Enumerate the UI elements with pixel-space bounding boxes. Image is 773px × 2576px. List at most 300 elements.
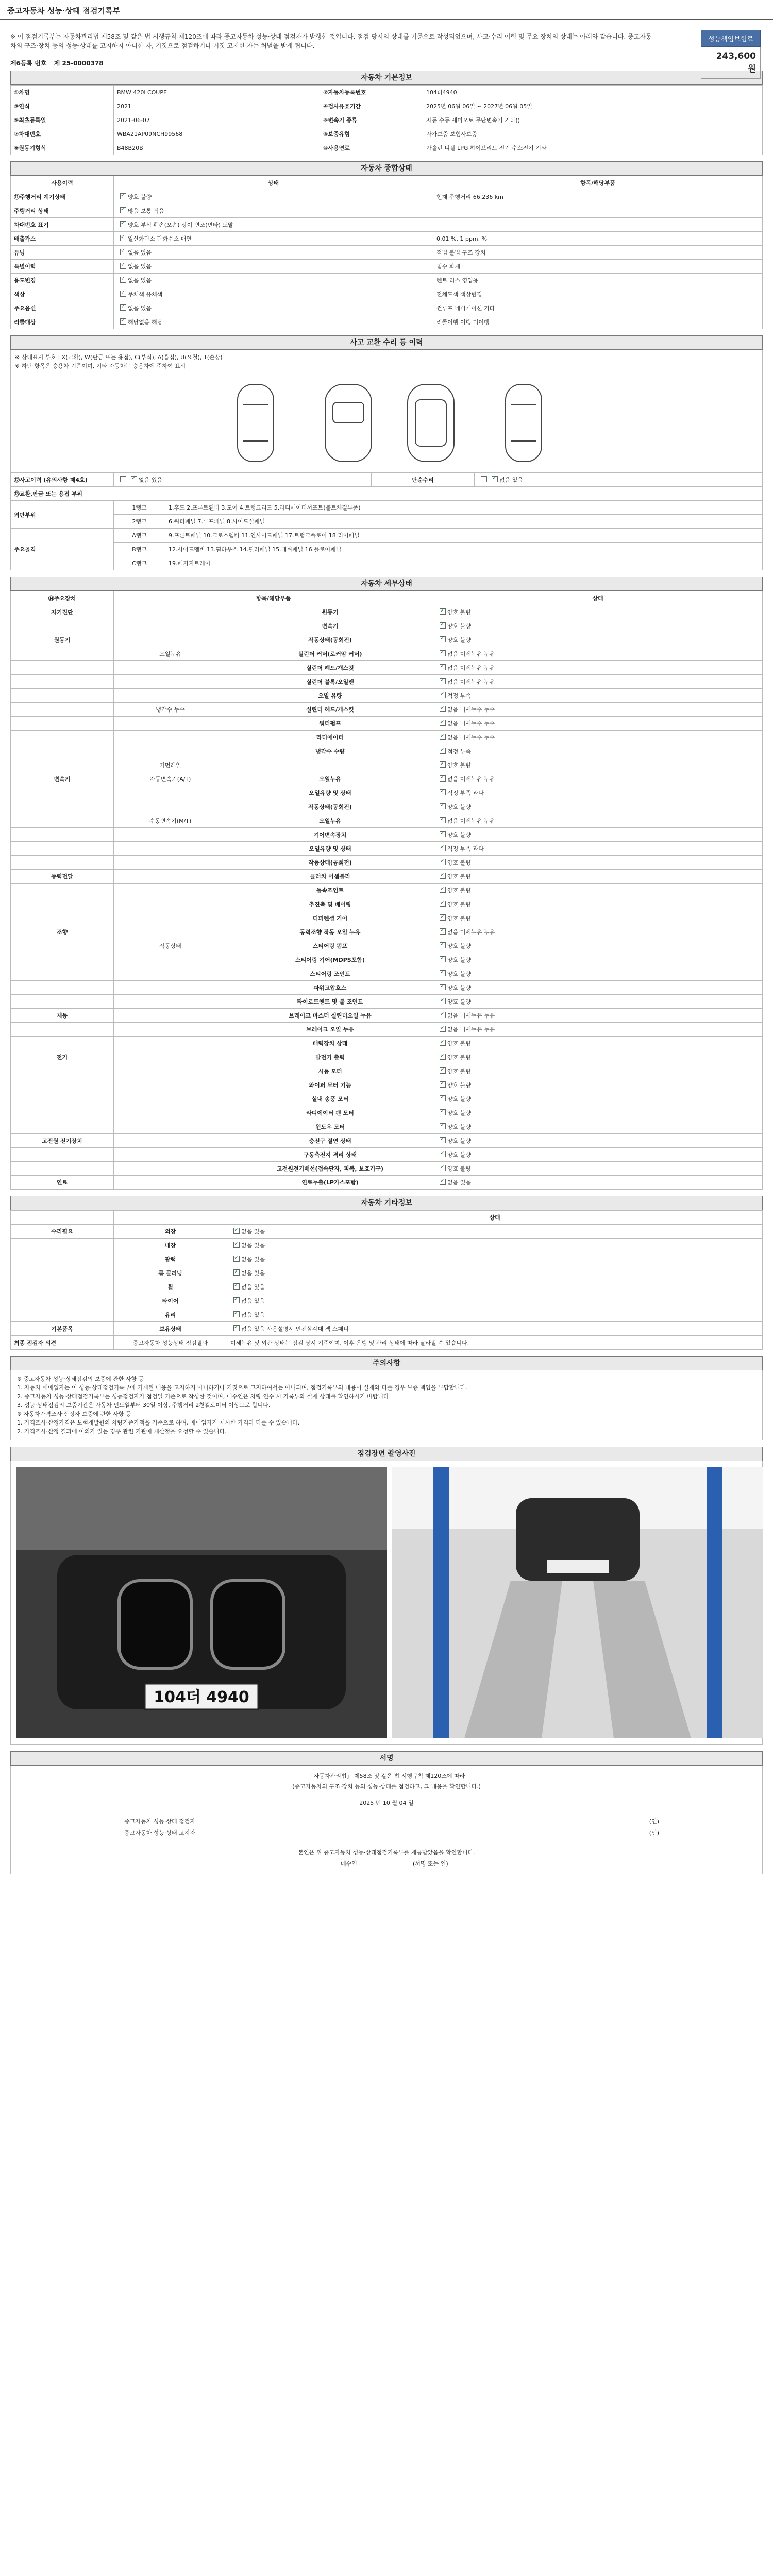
- extra-part: 룸 클리닝: [114, 1266, 227, 1280]
- extra-group: [11, 1294, 114, 1308]
- detail-row: [11, 744, 763, 758]
- rank-a-label: A랭크: [114, 529, 165, 543]
- extra-state-text: 없음 있음: [241, 1284, 265, 1291]
- extra-group: [11, 1266, 114, 1280]
- detail-part: 변속기: [227, 619, 433, 633]
- detail-state: [433, 1050, 763, 1064]
- extra-row: [11, 1322, 763, 1336]
- detail-state: [433, 758, 763, 772]
- detail-state-text: 양호 불량: [447, 1096, 472, 1103]
- detail-part: 스티어링 조인트: [227, 967, 433, 981]
- accident-legend: [10, 350, 763, 374]
- extra-state-text: 없음 있음 사용설명서 안전삼각대 잭 스패너: [241, 1326, 349, 1332]
- checkbox-checked-icon: [440, 984, 446, 990]
- license-plate-front: 104더 4940: [154, 1688, 249, 1706]
- checkbox-checked-icon: [440, 901, 446, 907]
- detail-row: [11, 675, 763, 689]
- basic-value: 2021-06-07: [114, 113, 320, 127]
- checkbox-checked-icon: [440, 942, 446, 948]
- document-number: [0, 50, 773, 67]
- checkbox-checked-icon: [233, 1297, 240, 1303]
- rank-b-label: B랭크: [114, 543, 165, 556]
- rank-b-parts: 12.사이드멤버 13.휠하우스 14.필러패널 15.대쉬패널 16.플로어패널: [165, 543, 763, 556]
- rank-1-label: 1랭크: [114, 501, 165, 515]
- detail-state: [433, 1162, 763, 1176]
- detail-group: [11, 1148, 114, 1162]
- basic-value: BMW 420i COUPE: [114, 86, 320, 99]
- detail-group: [11, 897, 114, 911]
- detail-state: [433, 633, 763, 647]
- checkbox-checked-icon: [440, 914, 446, 921]
- basic-label: ③연식: [11, 99, 114, 113]
- detail-row: [11, 814, 763, 828]
- checkbox-checked-icon: [440, 1137, 446, 1143]
- status-state: [114, 218, 433, 232]
- checkbox-icon: [120, 476, 126, 482]
- status-state: [114, 274, 433, 287]
- detail-subgroup: [114, 731, 227, 744]
- basic-row: [11, 113, 763, 127]
- checkbox-checked-icon: [440, 636, 446, 642]
- detail-part: 구동축전지 격리 상태: [227, 1148, 433, 1162]
- detail-group: [11, 995, 114, 1009]
- extra-row: [11, 1294, 763, 1308]
- rank-2-label: 2랭크: [114, 515, 165, 529]
- status-item: 주행거리 상태: [11, 204, 114, 218]
- insurance-fee-button[interactable]: 성능책임보험료: [701, 30, 761, 47]
- checkbox-checked-icon: [440, 1012, 446, 1018]
- status-state-text: 해당없음 해당: [128, 319, 163, 326]
- detail-part: 오일누유: [227, 772, 433, 786]
- extra-part: 내장: [114, 1239, 227, 1252]
- status-state-text: 양호 불량: [128, 194, 152, 200]
- detail-group: [11, 619, 114, 633]
- detail-group: [11, 647, 114, 661]
- basic-value: 2025년 06월 06일 ~ 2027년 06월 05일: [423, 99, 763, 113]
- buyer-confirm: 본인은 위 중고자동차 성능·상태점검기록부를 제공받았음을 확인합니다.: [298, 1849, 475, 1856]
- detail-state: [433, 731, 763, 744]
- cautions-section: [10, 1356, 763, 1440]
- detail-part: 배력장치 상태: [227, 1037, 433, 1050]
- detail-part: 작동상태(공회전): [227, 633, 433, 647]
- section-title-basic: 자동차 기본정보: [10, 71, 763, 85]
- extra-row: [11, 1280, 763, 1294]
- section-title-extra: 자동차 기타정보: [10, 1196, 763, 1210]
- detail-part: 오일 유량: [227, 689, 433, 703]
- basic-row: [11, 99, 763, 113]
- detail-group: [11, 884, 114, 897]
- detail-part: 클러치 어셈블리: [227, 870, 433, 884]
- detail-subgroup: [114, 1162, 227, 1176]
- checkbox-checked-icon: [440, 608, 446, 615]
- detail-state-text: 적정 부족: [447, 692, 472, 699]
- detail-row: [11, 689, 763, 703]
- detail-row: [11, 1064, 763, 1078]
- status-state: [114, 246, 433, 260]
- basic-value: 자가보증 보험사보증: [423, 127, 763, 141]
- detail-part: 브레이크 마스터 실린더오일 누유: [227, 1009, 433, 1023]
- rank-1-parts: 1.후드 2.프론트휀더 3.도어 4.트렁크리드 5.라디에이터서포트(볼트체결부품): [165, 501, 763, 515]
- detail-row: [11, 772, 763, 786]
- detail-state: [433, 897, 763, 911]
- rank-c-parts: 19.패키지트레이: [165, 556, 763, 570]
- extra-group: [11, 1239, 114, 1252]
- extra-state: [227, 1266, 763, 1280]
- detail-part: 오일누유: [227, 814, 433, 828]
- detail-group: [11, 967, 114, 981]
- section-title-sign: 서명: [10, 1751, 763, 1766]
- detail-subgroup: [114, 897, 227, 911]
- sign-box: [10, 1766, 763, 1874]
- detail-group: [11, 703, 114, 717]
- status-extra: [433, 204, 763, 218]
- detail-subgroup: [114, 1148, 227, 1162]
- notifier-sign[interactable]: (인): [649, 1829, 659, 1836]
- detail-state-text: 양호 불량: [447, 804, 472, 810]
- status-row: [11, 218, 763, 232]
- detail-subgroup: [114, 1092, 227, 1106]
- checkbox-checked-icon: [440, 887, 446, 893]
- detail-group: [11, 1064, 114, 1078]
- status-col-state: 상태: [114, 176, 433, 190]
- status-col-item: 항목/해당부품: [433, 176, 763, 190]
- detail-group: 변속기: [11, 772, 114, 786]
- rank-2-parts: 6.쿼터패널 7.루프패널 8.사이드실패널: [165, 515, 763, 529]
- detail-part: 실린더 헤드/개스킷: [227, 703, 433, 717]
- basic-value: 2021: [114, 99, 320, 113]
- detail-col-device: ⑭주요장치: [11, 591, 114, 605]
- detail-subgroup: [114, 1064, 227, 1078]
- detail-row: [11, 1134, 763, 1148]
- sign-line-2: (중고자동차의 구조·장치 등의 성능·상태를 점검하고, 그 내용을 확인합니다.): [292, 1783, 481, 1790]
- detail-state: [433, 744, 763, 758]
- buyer-sign[interactable]: (서명 또는 인): [413, 1860, 448, 1867]
- basic-label: ④검사유효기간: [320, 99, 423, 113]
- cautions-text: [10, 1370, 763, 1440]
- extra-group: 기본품목: [11, 1322, 114, 1336]
- checkbox-checked-icon: [120, 207, 126, 213]
- detail-state: [433, 647, 763, 661]
- caution-line: ※ 중고자동차 성능·상태점검의 보증에 관한 사항 등: [17, 1376, 144, 1382]
- detail-state-text: 없음 미세누유 누유: [447, 818, 495, 824]
- detail-part: 실린더 블록/오일팬: [227, 675, 433, 689]
- detail-row: [11, 633, 763, 647]
- caution-line: 1. 자동차 매매업자는 이 성능·상태점검기록부에 기재된 내용을 고지하지 아니하거나 거짓으로 고지하여서는 아니되며, 점검기록부의 내용이 실제와 다를 경우 보증 책임을 부담합니다.: [17, 1384, 467, 1391]
- detail-state-text: 양호 불량: [447, 832, 472, 838]
- detail-state-text: 양호 불량: [447, 1040, 472, 1047]
- extra-part: 휠: [114, 1280, 227, 1294]
- extra-group: [11, 1252, 114, 1266]
- detail-state: [433, 1023, 763, 1037]
- detail-state: [433, 814, 763, 828]
- detail-row: [11, 1050, 763, 1064]
- detail-state-text: 양호 불량: [447, 1054, 472, 1061]
- status-extra: 렌트 리스 영업용: [433, 274, 763, 287]
- detail-section: [10, 577, 763, 1190]
- checkbox-checked-icon: [440, 650, 446, 656]
- detail-row: [11, 828, 763, 842]
- detail-state-text: 양호 불량: [447, 887, 472, 894]
- detail-state: [433, 939, 763, 953]
- detail-part: 등속조인트: [227, 884, 433, 897]
- detail-group: [11, 800, 114, 814]
- extra-part: 광택: [114, 1252, 227, 1266]
- status-extra: 침수 화재: [433, 260, 763, 274]
- detail-part: 시동 모터: [227, 1064, 433, 1078]
- detail-state: [433, 884, 763, 897]
- detail-subgroup: [114, 925, 227, 939]
- basic-value: 104더4940: [423, 86, 763, 99]
- checkbox-checked-icon: [120, 263, 126, 269]
- checkbox-checked-icon: [440, 664, 446, 670]
- repair-parts-label: ⑬교환,판금 또는 용접 부위: [11, 487, 763, 501]
- detail-part: 추진축 및 베어링: [227, 897, 433, 911]
- detail-row: [11, 1162, 763, 1176]
- detail-row: [11, 717, 763, 731]
- detail-state-text: 양호 불량: [447, 1082, 472, 1089]
- status-row: [11, 315, 763, 329]
- intro-text: ※ 이 점검기록부는 자동차관리법 제58조 및 같은 법 시행규칙 제120조에 따라 중고자동차 성능·상태 점검자가 발행한 것입니다. 점검 당시의 상태를 기준으로 작성되었으며, 사고·수리 이력 및 주요 장치의 상태는 아래와 같습니다. 중고자동차의 구조·장치 등의 성능·상태를 고지하지 아니한 자, 거짓으로 점검하거나 거짓 고지한 자는 처벌을 받게 됩니다.: [10, 33, 652, 49]
- detail-group: 조향: [11, 925, 114, 939]
- detail-state: [433, 1037, 763, 1050]
- status-state-text: 일산화탄소 탄화수소 매연: [128, 235, 192, 242]
- detail-subgroup: [114, 800, 227, 814]
- caution-line: 2. 가격조사·산정 결과에 이의가 있는 경우 관련 기관에 재산정을 요청할 수 있습니다.: [17, 1428, 227, 1435]
- detail-row: [11, 800, 763, 814]
- checkbox-checked-icon: [440, 775, 446, 782]
- checkbox-checked-icon: [440, 1109, 446, 1115]
- status-row: [11, 274, 763, 287]
- detail-state-text: 적정 부족 과다: [447, 845, 484, 852]
- basic-row: [11, 127, 763, 141]
- extra-state-text: 없음 있음: [241, 1270, 265, 1277]
- extra-row: [11, 1266, 763, 1280]
- checkbox-checked-icon: [440, 1054, 446, 1060]
- detail-group: [11, 1106, 114, 1120]
- status-item: 배출가스: [11, 232, 114, 246]
- detail-part: 오일유량 및 상태: [227, 842, 433, 856]
- detail-subgroup: [114, 1176, 227, 1190]
- detail-col-item: 항목/해당부품: [114, 591, 433, 605]
- front-view-photo: [16, 1467, 387, 1738]
- detail-state: [433, 1134, 763, 1148]
- inspector-label: 중고자동차 성능·상태 점검자: [124, 1818, 196, 1825]
- page-title: 중고자동차 성능·상태 점검기록부: [0, 0, 773, 20]
- detail-subgroup: [114, 1078, 227, 1092]
- detail-state: [433, 981, 763, 995]
- status-state: [114, 287, 433, 301]
- detail-row: [11, 605, 763, 619]
- document-number-value: 제 25-0000378: [54, 60, 104, 67]
- buyer-label: 매수인: [341, 1860, 357, 1867]
- detail-row: [11, 1009, 763, 1023]
- extra-state-text: 없음 있음: [241, 1242, 265, 1249]
- inspector-sign[interactable]: (인): [649, 1818, 659, 1825]
- extra-state: [227, 1308, 763, 1322]
- detail-subgroup: 수동변속기(M/T): [114, 814, 227, 828]
- detail-state-text: 양호 불량: [447, 1124, 472, 1130]
- detail-part: 원동기: [227, 605, 433, 619]
- detail-state-text: 없음 미세누수 누수: [447, 720, 495, 727]
- detail-row: [11, 1092, 763, 1106]
- sign-section: [10, 1751, 763, 1874]
- detail-subgroup: [114, 619, 227, 633]
- detail-row: [11, 1120, 763, 1134]
- checkbox-checked-icon: [440, 1067, 446, 1074]
- opinion-title: 중고자동차 성능상태 점검결과: [114, 1336, 227, 1350]
- checkbox-checked-icon: [440, 706, 446, 712]
- detail-part: 윈도우 모터: [227, 1120, 433, 1134]
- detail-row: [11, 995, 763, 1009]
- detail-row: [11, 619, 763, 633]
- extra-state: [227, 1294, 763, 1308]
- detail-subgroup: [114, 967, 227, 981]
- detail-row: [11, 981, 763, 995]
- detail-state-text: 없음 있음: [447, 1179, 472, 1186]
- detail-state: [433, 703, 763, 717]
- detail-part: [227, 758, 433, 772]
- caution-line: ※ 자동차가격조사·산정자 보증에 관한 사항 등: [17, 1411, 131, 1417]
- status-state: [114, 204, 433, 218]
- detail-state-text: 양호 불량: [447, 943, 472, 950]
- checkbox-checked-icon: [120, 235, 126, 241]
- detail-state: [433, 1078, 763, 1092]
- extra-state-text: 없음 있음: [241, 1298, 265, 1304]
- detail-row: [11, 884, 763, 897]
- detail-state-text: 양호 불량: [447, 1138, 472, 1144]
- status-row: [11, 246, 763, 260]
- caution-line: 3. 성능·상태점검의 보증기간은 자동차 인도일부터 30일 이상, 주행거리 2천킬로미터 이상으로 합니다.: [17, 1402, 271, 1409]
- status-extra: 0.01 %, 1 ppm, %: [433, 232, 763, 246]
- detail-group: [11, 856, 114, 870]
- simple-repair-value: ✓ 없음 있음: [475, 473, 763, 487]
- detail-state: [433, 605, 763, 619]
- detail-part: 연료누출(LP가스포함): [227, 1176, 433, 1190]
- detail-state-text: 양호 불량: [447, 609, 472, 616]
- price-box: [701, 30, 761, 79]
- detail-part: 기어변속장치: [227, 828, 433, 842]
- detail-subgroup: 냉각수 누수: [114, 703, 227, 717]
- detail-row: [11, 731, 763, 744]
- detail-subgroup: [114, 689, 227, 703]
- detail-state: [433, 925, 763, 939]
- detail-subgroup: [114, 1009, 227, 1023]
- detail-state: [433, 661, 763, 675]
- detail-row: [11, 1148, 763, 1162]
- status-row: [11, 232, 763, 246]
- detail-subgroup: [114, 981, 227, 995]
- detail-subgroup: [114, 995, 227, 1009]
- status-item: 튜닝: [11, 246, 114, 260]
- outer-panel-label: 외판부위: [11, 501, 114, 529]
- checkbox-checked-icon: [440, 970, 446, 976]
- detail-state: [433, 717, 763, 731]
- detail-part: 실린더 커버(로커암 커버): [227, 647, 433, 661]
- checkbox-checked-icon: [440, 928, 446, 935]
- accident-section: [10, 335, 763, 570]
- detail-state-text: 양호 불량: [447, 1110, 472, 1116]
- detail-state: [433, 995, 763, 1009]
- detail-state-text: 없음 미세누유 누유: [447, 651, 495, 657]
- checkbox-checked-icon: [120, 277, 126, 283]
- detail-part: 워터펌프: [227, 717, 433, 731]
- detail-state: [433, 1106, 763, 1120]
- status-item: ⑪주행거리 계기상태: [11, 190, 114, 204]
- detail-group: [11, 744, 114, 758]
- detail-state-text: 양호 불량: [447, 985, 472, 991]
- checkbox-checked-icon: [440, 873, 446, 879]
- status-extra: 전체도색 색상변경: [433, 287, 763, 301]
- detail-state: [433, 1120, 763, 1134]
- car-front-photo-svg: [16, 1467, 387, 1738]
- document-number-label: 제6등록 번호: [10, 60, 47, 67]
- basic-info-table: [10, 85, 763, 155]
- detail-state-text: 양호 불량: [447, 1151, 472, 1158]
- checkbox-checked-icon: [440, 803, 446, 809]
- section-title-photos: 점검장면 촬영사진: [10, 1447, 763, 1461]
- detail-state-text: 적정 부족: [447, 748, 472, 755]
- checkbox-checked-icon: [233, 1325, 240, 1331]
- detail-group: [11, 1092, 114, 1106]
- checkbox-checked-icon: [233, 1269, 240, 1276]
- detail-part: 작동상태(공회전): [227, 800, 433, 814]
- checkbox-checked-icon: [440, 678, 446, 684]
- extra-part: 외장: [114, 1225, 227, 1239]
- detail-state-text: 없음 미세누수 누수: [447, 706, 495, 713]
- detail-state-text: 적정 부족 과다: [447, 790, 484, 796]
- detail-row: [11, 911, 763, 925]
- detail-state: [433, 1176, 763, 1190]
- detail-group: [11, 1078, 114, 1092]
- extra-group: 수리필요: [11, 1225, 114, 1239]
- detail-state-text: 양호 불량: [447, 873, 472, 880]
- detail-state: [433, 911, 763, 925]
- detail-part: 실린더 헤드/개스킷: [227, 661, 433, 675]
- detail-subgroup: 작동상태: [114, 939, 227, 953]
- accident-history-value: ✓ 없음 있음: [114, 473, 372, 487]
- detail-row: [11, 647, 763, 661]
- detail-subgroup: [114, 1050, 227, 1064]
- checkbox-checked-icon: [233, 1256, 240, 1262]
- detail-state: [433, 1009, 763, 1023]
- checkbox-checked-icon: [233, 1311, 240, 1317]
- detail-state: [433, 689, 763, 703]
- sign-date: 2025 년 10 월 04 일: [359, 1800, 414, 1806]
- detail-state-text: 양호 불량: [447, 762, 472, 769]
- checkbox-checked-icon: [440, 1165, 446, 1171]
- detail-state: [433, 953, 763, 967]
- opinion-label: 최종 점검자 의견: [11, 1336, 114, 1350]
- detail-subgroup: [114, 1134, 227, 1148]
- checkbox-checked-icon: [492, 476, 498, 482]
- checkbox-checked-icon: [440, 1026, 446, 1032]
- detail-state-text: 양호 불량: [447, 623, 472, 630]
- detail-group: 전기: [11, 1050, 114, 1064]
- checkbox-checked-icon: [440, 761, 446, 768]
- detail-subgroup: [114, 717, 227, 731]
- detail-part: 디퍼렌셜 기어: [227, 911, 433, 925]
- checkbox-checked-icon: [233, 1242, 240, 1248]
- checkbox-icon: [481, 476, 487, 482]
- extra-row: [11, 1239, 763, 1252]
- detail-group: [11, 675, 114, 689]
- checkbox-checked-icon: [440, 1123, 446, 1129]
- section-title-accident: 사고 교환 수리 등 이력: [10, 335, 763, 350]
- status-extra: [433, 218, 763, 232]
- status-state-text: 무채색 유채색: [128, 291, 163, 298]
- detail-part: 와이퍼 모터 기능: [227, 1078, 433, 1092]
- legend-line-1: ※ 상태표시 부호 : X(교환), W(판금 또는 용접), C(부식), A(흠집), U(요철), T(손상): [15, 354, 223, 361]
